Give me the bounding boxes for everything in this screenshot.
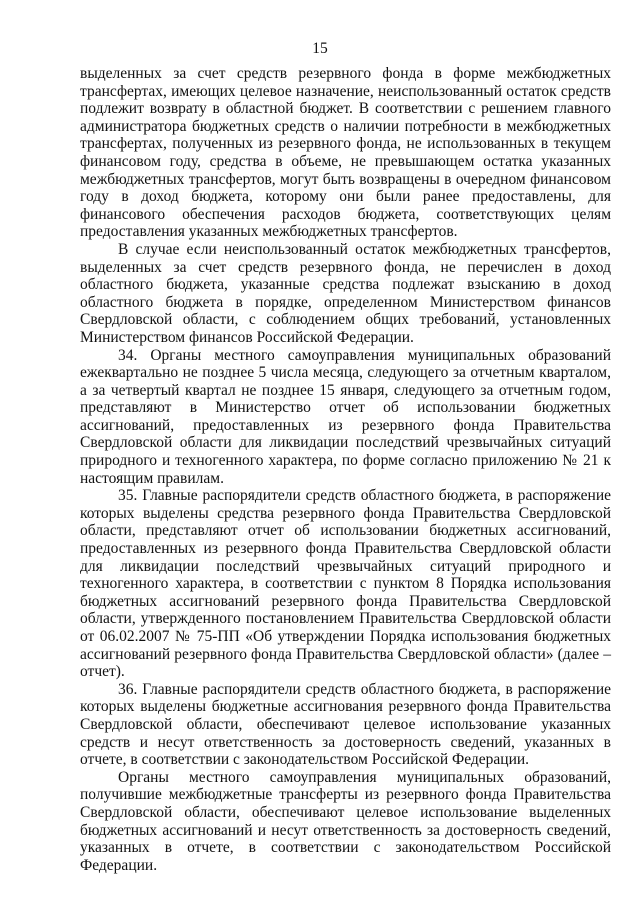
paragraph-35: 35. Главные распорядители средств областного бюджета, в распоряжение которых выделены средства резервного фонда Правительства Свердловской области, представляют отчет об использовании бюджетных ассигнований, предоставленных из резервного фонда Правительства Свердловской области для ликвидации последствий чрезвычайных ситуаций природного и техногенного характера, в соответствии с пунктом 8 Порядка использования бюджетных ассигнований резервного фонда Правительства Свердловской области, утвержденного постановлением Правительства Свердловской области от 06.02.2007 № 75-ПП «Об утверждении Порядка использования бюджетных ассигнований резервного фонда Правительства Свердловской области» (далее – отчет). [80,487,611,681]
paragraph-2: В случае если неиспользованный остаток межбюджетных трансфертов, выделенных за счет средств резервного фонда, не перечислен в доход областного бюджета, указанные средства подлежат взысканию в доход областного бюджета в порядке, определенном Министерством финансов Свердловской области, с соблюдением общих требований, установленных Министерством финансов Российской Федерации. [80,240,611,346]
paragraph-1: выделенных за счет средств резервного фонда в форме межбюджетных трансфертах, имеющих целевое назначение, неиспользованный остаток средств подлежит возврату в областной бюджет. В соответствии с решением главного администратора бюджетных средств о наличии потребности в межбюджетных трансфертах, полученных из резервного фонда, не использованных в текущем финансовом году, средства в объеме, не превышающем остатка указанных межбюджетных трансфертов, могут быть возвращены в очередном финансовом году в доход бюджета, которому они были ранее предоставлены, для финансового обеспечения расходов бюджета, соответствующих целям предоставления указанных межбюджетных трансфертов. [80,65,611,241]
paragraph-36: 36. Главные распорядители средств областного бюджета, в распоряжение которых выделены бюджетные ассигнования резервного фонда Правительства Свердловской области, обеспечивают целевое использование указанных средств и несут ответственность за достоверность сведений, указанных в отчете, в соответствии с законодательством Российской Федерации. [80,680,611,769]
paragraph-34: 34. Органы местного самоуправления муниципальных образований ежеквартально не позднее 5 числа месяца, следующего за отчетным кварталом, а за четвертый квартал не позднее 15 января, следующего за отчетным годом, представляют в Министерство отчет об использовании бюджетных ассигнований, предоставленных из резервного фонда Правительства Свердловской области для ликвидации последствий чрезвычайных ситуаций природного и техногенного характера, по форме согласно приложению № 21 к настоящим правилам. [80,346,611,487]
document-body [80,65,611,874]
paragraph-36-continued: Органы местного самоуправления муниципальных образований, получившие межбюджетные трансферты из резервного фонда Правительства Свердловской области, обеспечивают целевое использование выделенных бюджетных ассигнований и несут ответственность за достоверность сведений, указанных в отчете, в соответствии с законодательством Российской Федерации. [80,768,611,874]
page-number: 15 [312,40,328,57]
